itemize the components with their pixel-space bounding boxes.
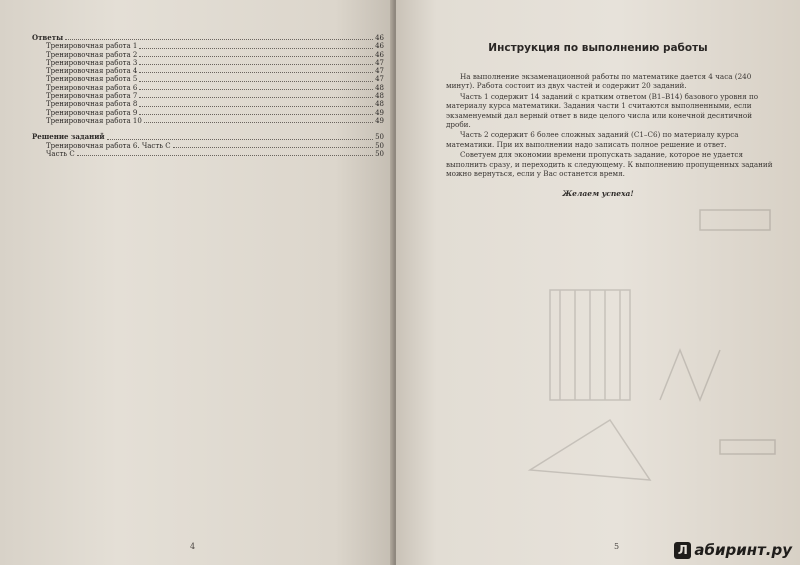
good-luck-text: Желаем успеха! <box>562 189 634 198</box>
toc-entry <box>32 133 384 141</box>
toc-leader-dots <box>139 106 373 107</box>
instruction-paragraph: Часть 1 содержит 14 заданий с кратким ответом (B1–B14) базового уровня по материалу курса математики. Задания части 1 считаются выполненными, если экзаменуемый дал верный ответ в виде целого числа или конечной десятичной дроби. <box>446 91 759 130</box>
toc-leader-dots <box>65 39 373 40</box>
toc-leader-dots <box>139 48 373 49</box>
toc-leader-dots <box>77 155 373 156</box>
toc-entry-title: Тренировочная работа 3 <box>46 58 138 67</box>
toc-entry-title: Тренировочная работа 6. Часть С <box>46 141 171 150</box>
toc-entry <box>32 59 384 67</box>
toc-entry-page: 50 <box>375 133 384 142</box>
table-of-contents <box>32 34 384 158</box>
toc-entry-page: 50 <box>375 149 384 158</box>
toc-entry-page: 47 <box>375 67 384 76</box>
page-number-right: 5 <box>614 542 620 551</box>
toc-leader-dots <box>144 122 373 123</box>
toc-entry <box>32 84 384 92</box>
watermark-text: абиринт.ру <box>694 541 792 559</box>
toc-entry-title: Тренировочная работа 1 <box>46 42 138 51</box>
toc-entry-title: Тренировочная работа 2 <box>46 50 138 59</box>
page-number-left: 4 <box>190 542 196 551</box>
toc-entry-page: 49 <box>375 116 384 125</box>
toc-leader-dots <box>139 97 373 98</box>
instruction-body <box>446 72 776 179</box>
toc-entry-page: 50 <box>375 141 384 150</box>
toc-entry-title: Ответы <box>32 33 64 42</box>
toc-entry <box>32 34 384 42</box>
right-page <box>396 0 800 565</box>
toc-entry-page: 49 <box>375 108 384 117</box>
toc-entry <box>32 117 384 125</box>
toc-leader-dots <box>139 56 373 57</box>
toc-entry-page: 48 <box>375 83 384 92</box>
toc-entry-page: 48 <box>375 92 384 101</box>
toc-leader-dots <box>173 147 373 148</box>
toc-entry <box>32 92 384 100</box>
toc-leader-dots <box>139 72 373 73</box>
toc-entry-title: Тренировочная работа 5 <box>46 75 138 84</box>
instruction-paragraph: Часть 2 содержит 6 более сложных заданий (C1–C6) по материалу курса математики. При их выполнении надо записать полное решение и ответ. <box>446 130 739 149</box>
toc-leader-dots <box>139 81 373 82</box>
instruction-paragraph: Советуем для экономии времени пропускать задание, которое не удается выполнить сразу, и переходить к следующему. К выполнению пропущенных заданий можно вернуться, если у Вас останется время. <box>446 150 773 179</box>
toc-entry-title: Часть С <box>46 149 75 158</box>
toc-entry <box>32 42 384 50</box>
toc-entry-page: 47 <box>375 58 384 67</box>
toc-entry <box>32 142 384 150</box>
toc-leader-dots <box>139 64 373 65</box>
toc-leader-dots <box>139 89 373 90</box>
toc-entry-page: 47 <box>375 75 384 84</box>
labirint-watermark <box>674 541 792 559</box>
toc-entry-title: Решение заданий <box>32 132 105 142</box>
toc-entry-page: 48 <box>375 100 384 109</box>
toc-entry <box>32 109 384 117</box>
instruction-paragraph: На выполнение экзаменационной работы по математике дается 4 часа (240 минут). Работа состоит из двух частей и содержит 20 заданий. <box>446 72 752 91</box>
toc-entry <box>32 67 384 75</box>
toc-entry <box>32 75 384 83</box>
toc-entry-page: 46 <box>375 42 384 51</box>
toc-entry <box>32 100 384 108</box>
toc-entry-title: Тренировочная работа 7 <box>46 92 138 101</box>
instruction-title: Инструкция по выполнению работы <box>488 42 708 54</box>
toc-entry-title: Тренировочная работа 10 <box>46 116 142 125</box>
toc-entry <box>32 150 384 158</box>
labirint-logo-icon: Л <box>674 542 691 559</box>
toc-entry-title: Тренировочная работа 6 <box>46 83 138 92</box>
toc-entry-title: Тренировочная работа 4 <box>46 67 138 76</box>
toc-leader-dots <box>139 114 373 115</box>
toc-entry-page: 46 <box>375 34 384 42</box>
toc-entry-page: 46 <box>375 50 384 59</box>
toc-entry <box>32 51 384 59</box>
left-page <box>0 0 394 565</box>
toc-entry-title: Тренировочная работа 9 <box>46 108 138 117</box>
toc-leader-dots <box>107 139 373 140</box>
toc-entry-title: Тренировочная работа 8 <box>46 100 138 109</box>
